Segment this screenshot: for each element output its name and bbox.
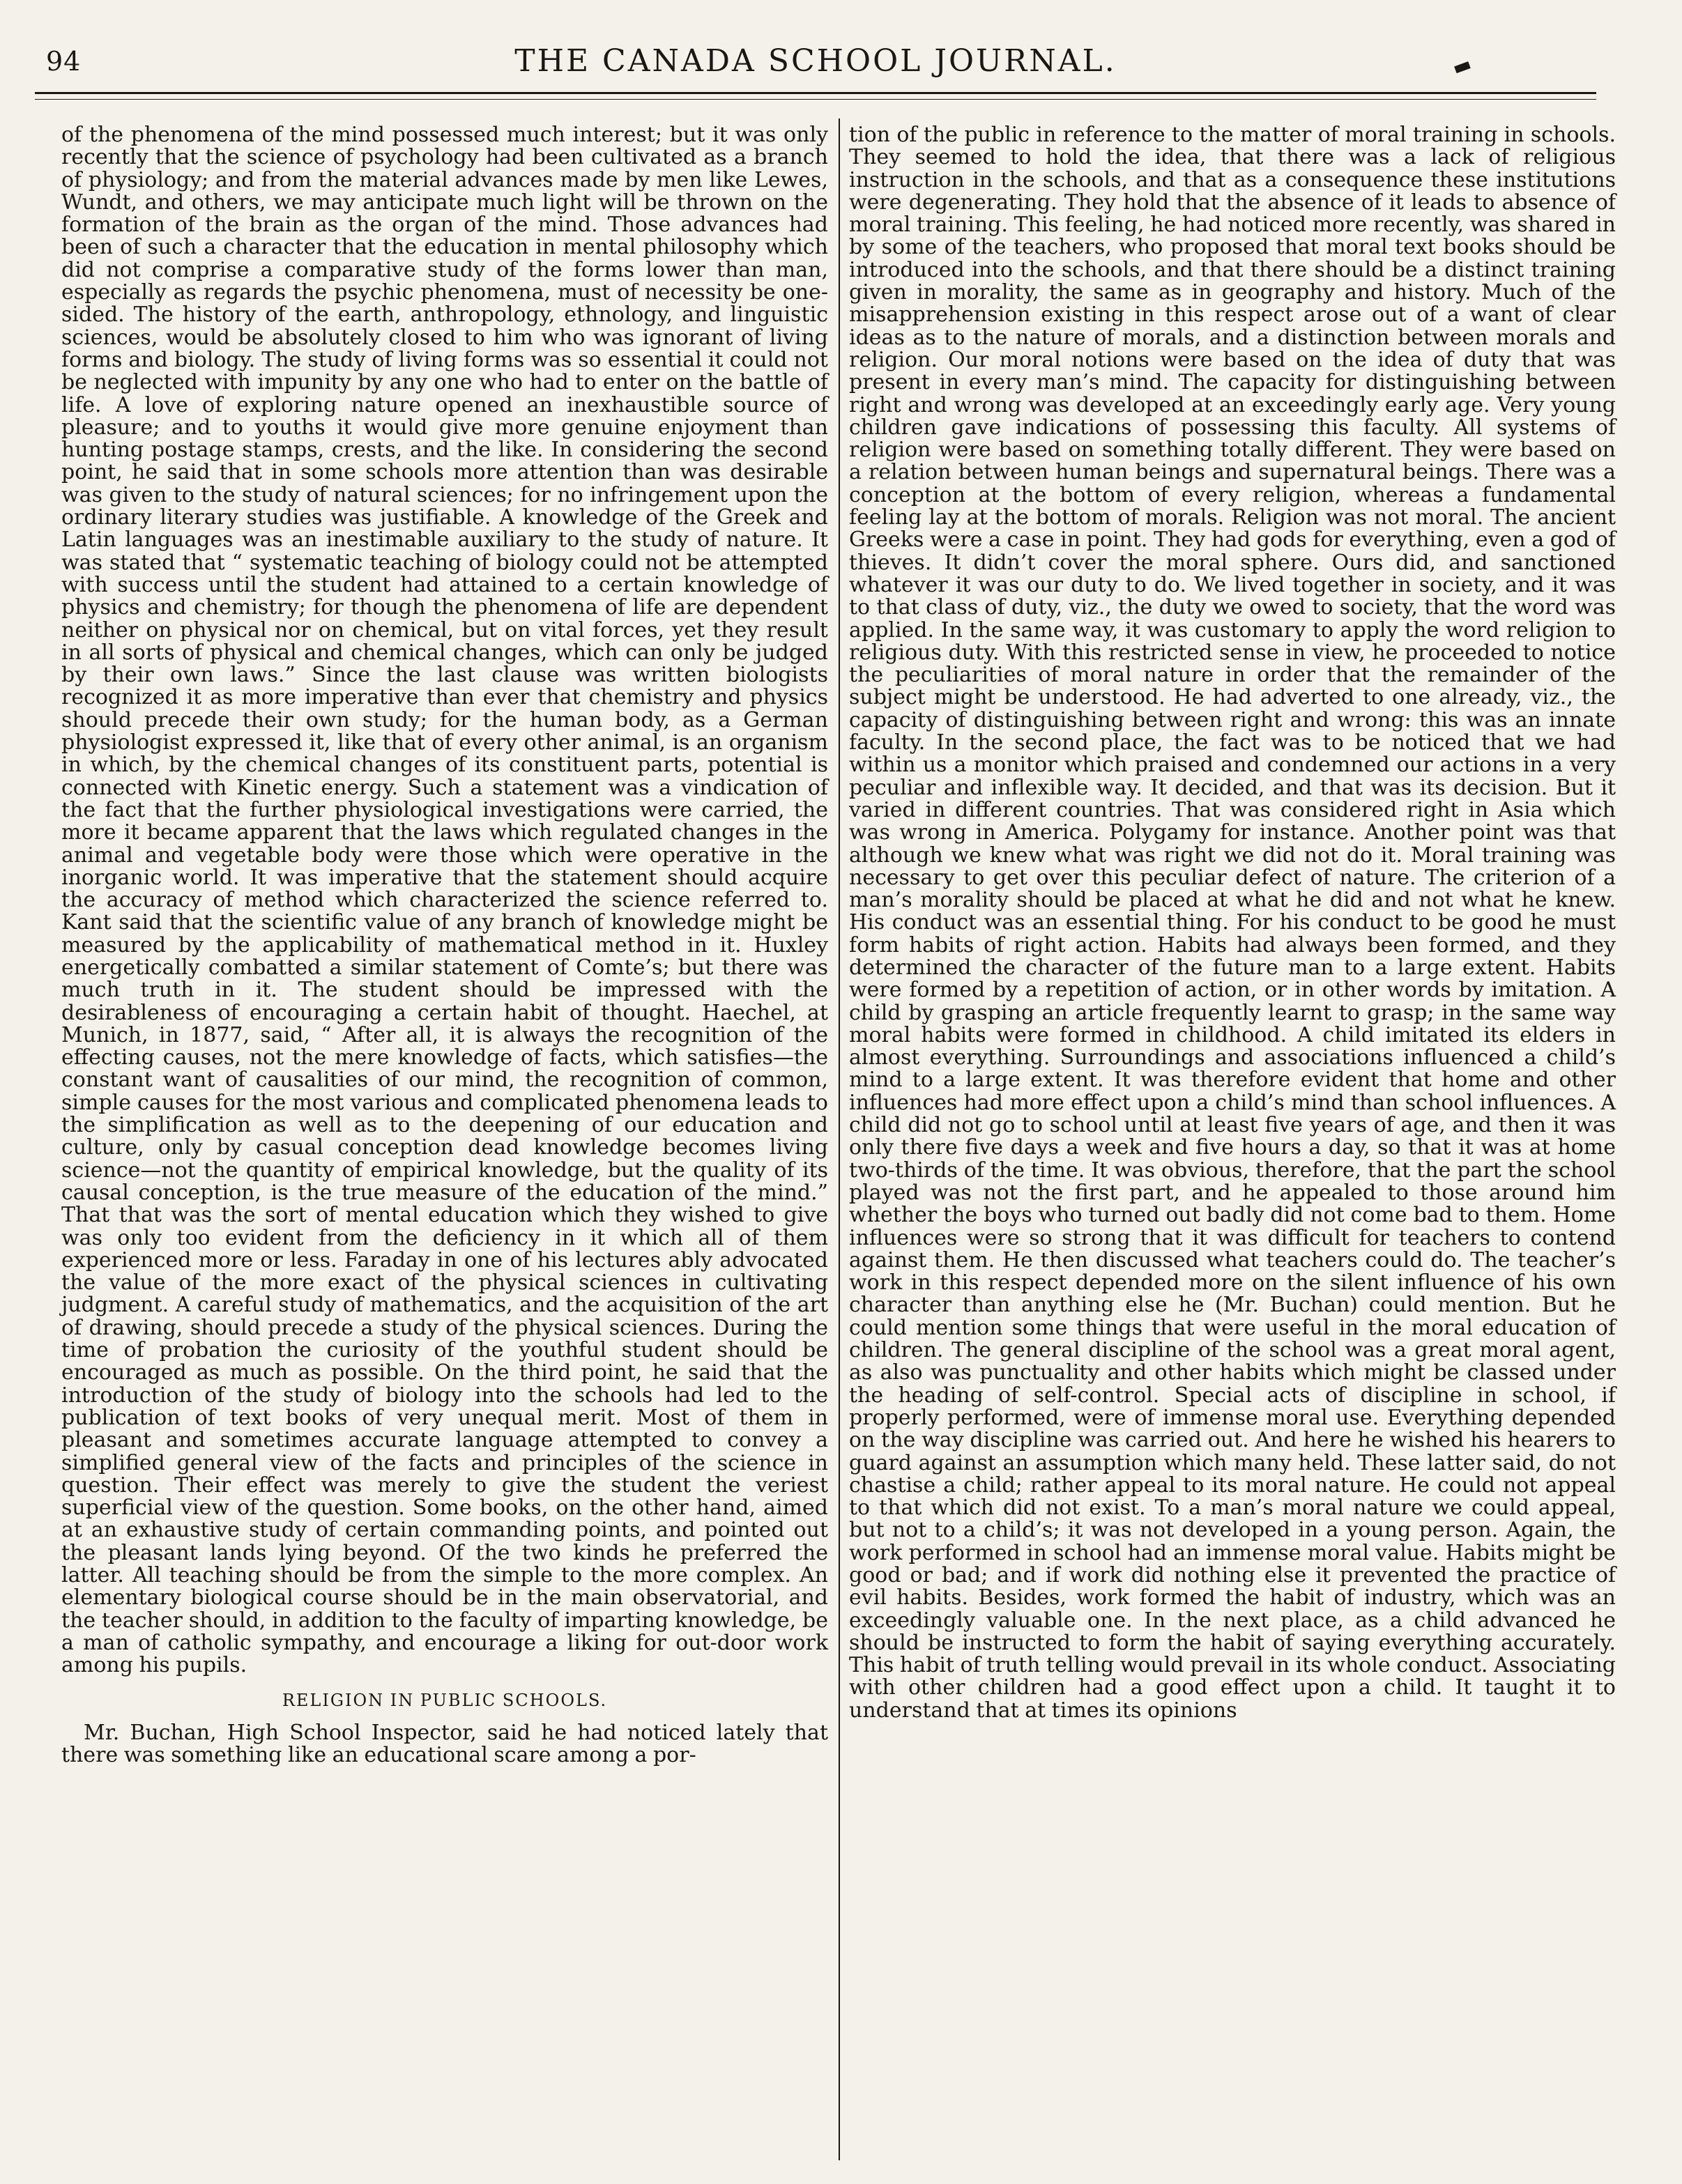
right-paragraph-1: tion of the public in reference to the matter of moral training in schools. They seemed to hold the idea, that there was a lack of religious instruction in the schools, and that as a consequence these institutions were degenerating. They hold that the absence of it leads to absence of moral training. This feeling, he had noticed more recently, was shared in by some of the teachers, who proposed that moral text books should be introduced into the schools, and that there should be a distinct training given in morality, the same as in geography and history. Much of the misapprehension existing in this respect arose out of a want of clear ideas as to the nature of morals, and a distinction between morals and religion. Our moral notions were based on the idea of duty that was present in every man’s mind. The capacity for distinguishing between right and wrong was developed at an exceedingly early age. Very young children gave indications of possessing this faculty. All systems of religion were based on something totally different. They were based on a relation between human beings and supernatural beings. There was a conception at the bottom of every religion, whereas a fundamental feeling lay at the bottom of morals. Religion was not moral. The ancient Greeks were a case in point. They had gods for everything, even a god of thieves. It didn’t cover the moral sphere. Ours did, and sanctioned whatever it was our duty to do. We lived together in society, and it was to that class of duty, viz., the duty we owed to society, that the word was applied. In the same way, it was customary to apply the word religion to religious duty. With this restricted sense in view, he proceeded to notice the peculiarities of moral nature in order that the remainder of the subject might be understood. He had adverted to one already, viz., the capacity of distinguishing between right and wrong: this was an innate faculty. In the second place, the fact was to be noticed that we had within us a monitor which praised and condemned our actions in a very peculiar and inflexible way. It decided, and that was its decision. But it varied in different countries. That was considered right in Asia which was wrong in America. Polygamy for instance. Another point was that although we knew what was right we did not do it. Moral training was necessary to get over this peculiar defect of nature. The criterion of a man’s morality should be placed at what he did and not what he knew. His conduct was an essential thing. For his conduct to be good he must form habits of right action. Habits had always been formed, and they determined the character of the future man to a large extent. Habits were formed by a repetition of action, or in other words by imitation. A child by grasping an article frequently learnt to grasp; in the same way moral habits were formed in childhood. A child imitated its elders in almost everything. Surroundings and associations influenced a child’s mind to a large extent. It was therefore evident that home and other influences had more effect upon a child’s mind than school influences. A child did not go to school until at least five years of age, and then it was only there five days a week and five hours a day, so that it was at home two-thirds of the time. It was obvious, therefore, that the part the school played was not the first part, and he appealed to those around him whether the boys who turned out badly did not come bad to them. Home influences were so strong that it was difficult for teachers to contend against them. He then discussed what teachers could do. The teacher’s work in this respect depended more on the silent influence of his own character than anything else he (Mr. Buchan) could mention. But he could mention some things that were useful in the moral education of children. The general discipline of the school was a great moral agent, as also was punctuality and other habits which might be classed under the heading of self-control. Special acts of discipline in school, if properly performed, were of immense moral use. Everything depended on the way discipline was carried out. And here he wished his hearers to guard against an assumption which many held. These latter said, do not chastise a child; rather appeal to its moral nature. He could not appeal to that which did not exist. To a man’s moral nature we could appeal, but not to a child’s; it was not developed in a young person. Again, the work performed in school had an immense moral value. Habits might be good or bad; and if work did nothing else it prevented the practice of evil habits. Besides, work formed the habit of industry, which was an exceedingly valuable one. In the next place, as a child advanced he should be instructed to form the habit of saying everything accurately. This habit of truth telling would prevail in its whole conduct. Associating with other children had a good effect upon a child. It taught it to understand that at times its opinions [849, 123, 1616, 1723]
header-rule-thick [35, 92, 1596, 94]
journal-title: THE CANADA SCHOOL JOURNAL. [514, 43, 1117, 79]
column-divider [839, 118, 840, 2160]
left-paragraph-2: Mr. Buchan, High School Inspector, said he had noticed lately that there was something like an educational scare among a por- [61, 1720, 828, 1768]
left-paragraph-1: of the phenomena of the mind possessed much interest; but it was only recently that the science of psychology had been cultivated as a branch of physiology; and from the material advances made by men like Lewes, Wundt, and others, we may anticipate much light will be thrown on the formation of the brain as the organ of the mind. Those advances had been of such a character that the education in mental philosophy which did not comprise a comparative study of the forms lower than man, especially as regards the psychic phenomena, must of necessity be one-sided. The history of the earth, anthropology, ethnology, and linguistic sciences, would be absolutely closed to him who was ignorant of living forms and biology. The study of living forms was so essential it could not be neglected with impunity by any one who had to enter on the battle of life. A love of exploring nature opened an inexhaustible source of pleasure; and to youths it would give more genuine enjoyment than hunting postage stamps, crests, and the like. In considering the second point, he said that in some schools more attention than was desirable was given to the study of natural sciences; for no infringement upon the ordinary literary studies was justifiable. A knowledge of the Greek and Latin languages was an inestimable auxiliary to the study of nature. It was stated that “ systematic teaching of biology could not be attempted with success until the student had attained to a certain knowledge of physics and chemistry; for though the phenomena of life are dependent neither on physical nor on chemical, but on vital forces, yet they result in all sorts of physical and chemical changes, which can only be judged by their own laws.” Since the last clause was written biologists recognized it as more imperative than ever that chemistry and physics should precede their own study; for the human body, as a German physiologist expressed it, like that of every other animal, is an organism in which, by the chemical changes of its constituent parts, potential is connected with Kinetic energy. Such a statement was a vindication of the fact that the further physiological investigations were carried, the more it became apparent that the laws which regulated changes in the animal and vegetable body were those which were operative in the inorganic world. It was imperative that the statement should acquire the accuracy of method which characterized the science referred to. Kant said that the scientific value of any branch of knowledge might be measured by the applicability of mathematical method in it. Huxley energetically combatted a similar statement of Comte’s; but there was much truth in it. The student should be impressed with the desirableness of encouraging a certain habit of thought. Haechel, at Munich, in 1877, said, “ After all, it is always the recognition of the effecting causes, not the mere knowledge of facts, which satisfies—the constant want of causalities of our mind, the recognition of common, simple causes for the most various and complicated phenomena leads to the simplification as well as to the deepening of our education and culture, only by casual conception dead knowledge becomes living science—not the quantity of empirical knowledge, but the quality of its causal conception, is the true measure of the education of the mind.” That that was the sort of mental education which they wished to give was only too evident from the deficiency in it which all of them experienced more or less. Faraday in one of his lectures ably advocated the value of the more exact of the physical sciences in cultivating judgment. A careful study of mathematics, and the acquisition of the art of drawing, should precede a study of the physical sciences. During the time of probation the curiosity of the youthful student should be encouraged as much as possible. On the third point, he said that the introduction of the study of biology into the schools had led to the publication of text books of very unequal merit. Most of them in pleasant and sometimes accurate language attempted to convey a simplified general view of the facts and principles of the science in question. Their effect was merely to give the student the veriest superficial view of the question. Some books, on the other hand, aimed at an exhaustive study of certain commanding points, and pointed out the pleasant lands lying beyond. Of the two kinds he preferred the latter. All teaching should be from the simple to the more complex. An elementary biological course should be in the main observatorial, and the teacher should, in addition to the faculty of imparting knowledge, be a man of catholic sympathy, and encourage a liking for out-door work among his pupils. [61, 123, 828, 1678]
right-column [849, 124, 1616, 1722]
page-header [35, 31, 1596, 79]
ink-mark-icon: ▬ [1448, 52, 1474, 80]
section-title: RELIGION IN PUBLIC SCHOOLS. [282, 1691, 608, 1711]
header-rule-thin [35, 99, 1596, 100]
left-column [61, 124, 828, 1767]
page-number: 94 [46, 46, 82, 77]
